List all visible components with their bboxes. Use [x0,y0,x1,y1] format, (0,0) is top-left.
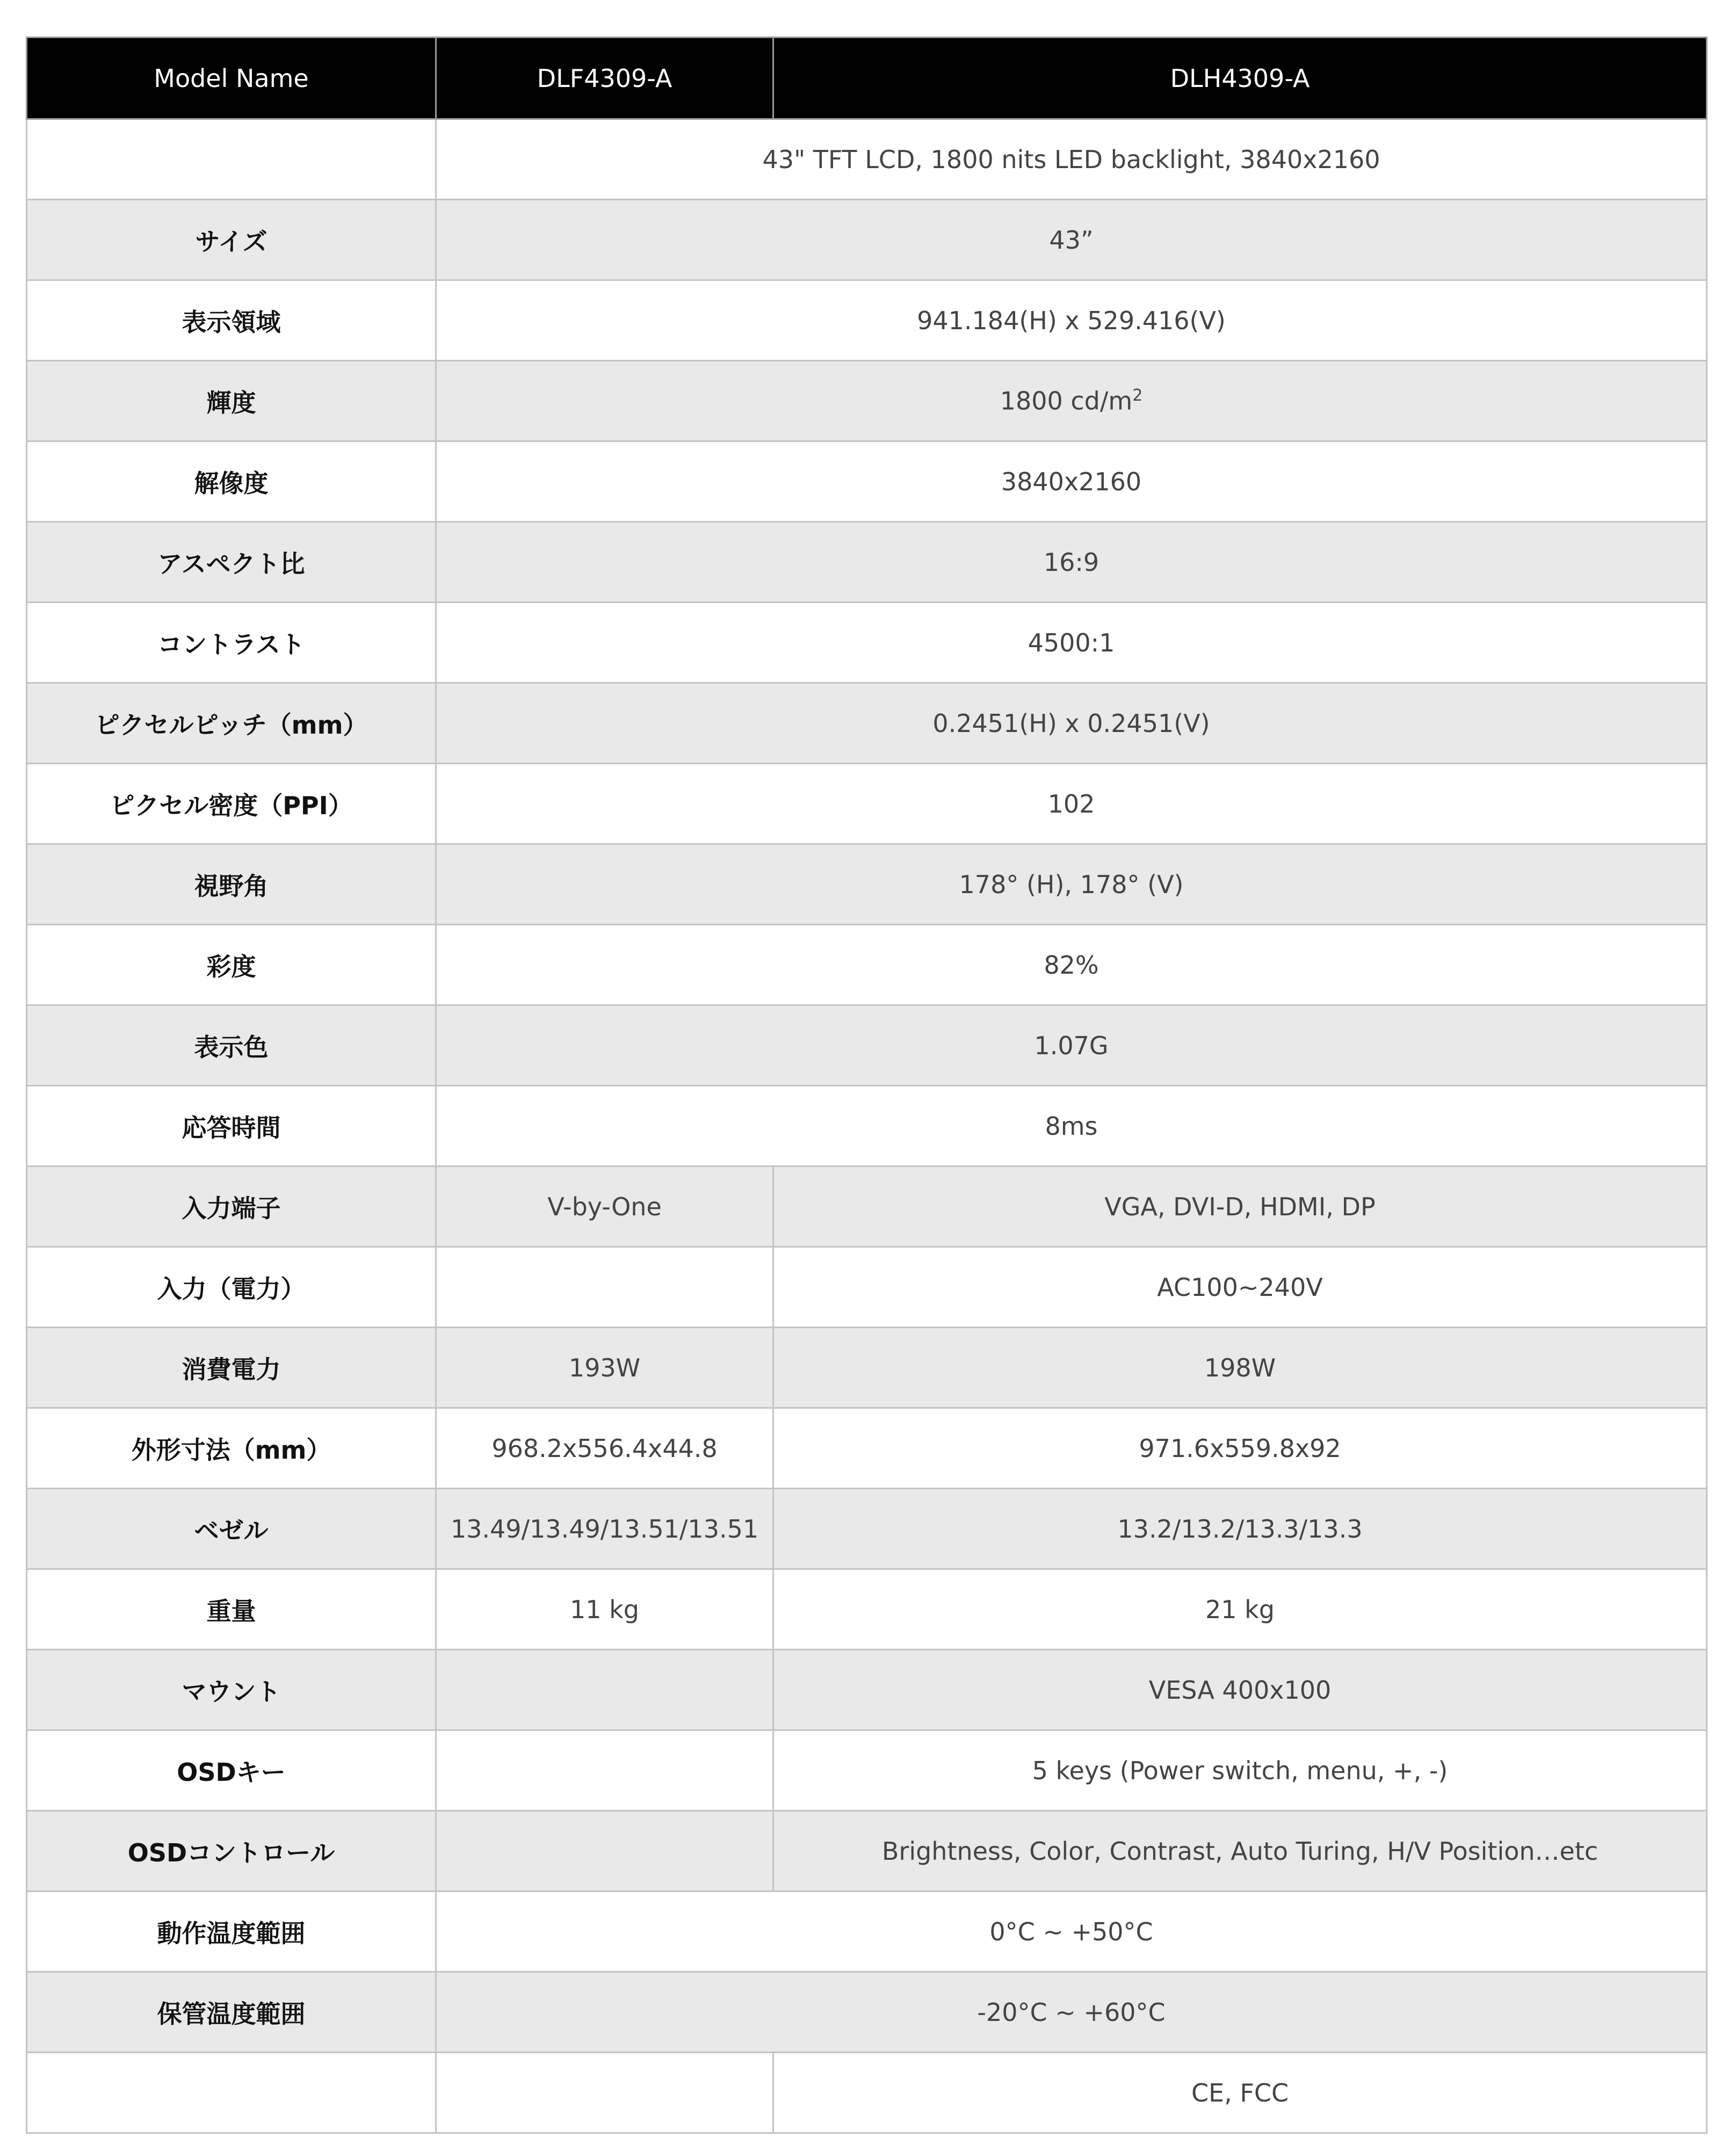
row-value-dlh: VESA 400x100 [773,1650,1707,1730]
row-value-dlf: 13.49/13.49/13.51/13.51 [436,1489,773,1569]
table-row [27,844,1707,925]
row-label: 視野角 [27,844,436,925]
row-value: 941.184(H) x 529.416(V) [436,280,1707,361]
table-row [27,1489,1707,1569]
table-row [27,1811,1707,1892]
row-value: 43” [436,200,1707,280]
row-value-superscript: 2 [1132,386,1143,405]
table-row [27,441,1707,522]
row-value-text: 1800 cd/m [1000,386,1133,416]
row-label: 輝度 [27,361,436,441]
table-row [27,119,1707,200]
row-label: マウント [27,1650,436,1730]
row-value-dlf: 11 kg [436,1569,773,1650]
table-row [27,1166,1707,1247]
row-value: 43" TFT LCD, 1800 nits LED backlight, 3840x2160 [436,119,1707,200]
row-value: 82% [436,925,1707,1005]
row-label: 重量 [27,1569,436,1650]
row-value-dlf [436,1730,773,1811]
row-label: OSDコントロール [27,1811,436,1892]
row-value-dlf: 968.2x556.4x44.8 [436,1408,773,1489]
header-dlf4309a: DLF4309-A [436,38,773,119]
row-value-dlh: 198W [773,1328,1707,1408]
table-row [27,280,1707,361]
row-label: 保管温度範囲 [27,1972,436,2053]
table-row [27,1730,1707,1811]
spec-table [26,37,1708,2134]
row-value-dlf: 193W [436,1328,773,1408]
row-label: 消費電力 [27,1328,436,1408]
row-value-dlh: CE, FCC [773,2053,1707,2133]
row-label [27,119,436,200]
row-value: 8ms [436,1086,1707,1166]
table-row [27,1569,1707,1650]
row-label: コントラスト [27,603,436,683]
row-value: 1.07G [436,1005,1707,1086]
row-label: 表示領域 [27,280,436,361]
table-row [27,2053,1707,2133]
row-label: 入力（電力） [27,1247,436,1328]
table-row [27,603,1707,683]
row-value-dlf: V-by-One [436,1166,773,1247]
row-value: 16:9 [436,522,1707,603]
table-row [27,361,1707,441]
row-label: 彩度 [27,925,436,1005]
row-value-dlf [436,1247,773,1328]
row-value: 102 [436,764,1707,844]
table-row [27,200,1707,280]
row-value: 4500:1 [436,603,1707,683]
row-label: ピクセル密度（PPI） [27,764,436,844]
row-label: ベゼル [27,1489,436,1569]
row-value: 0°C ~ +50°C [436,1892,1707,1972]
table-row [27,1005,1707,1086]
row-label: 入力端子 [27,1166,436,1247]
table-row [27,1972,1707,2053]
row-label: サイズ [27,200,436,280]
row-value-dlh: VGA, DVI-D, HDMI, DP [773,1166,1707,1247]
table-row [27,683,1707,764]
table-row [27,764,1707,844]
row-label [27,2053,436,2133]
table-row [27,1328,1707,1408]
row-value-dlh: 971.6x559.8x92 [773,1408,1707,1489]
row-value [436,361,1707,441]
row-value-dlf [436,1811,773,1892]
row-value-dlh: 21 kg [773,1569,1707,1650]
row-value: -20°C ~ +60°C [436,1972,1707,2053]
header-model-name: Model Name [27,38,436,119]
row-label: 外形寸法（mm） [27,1408,436,1489]
table-row [27,925,1707,1005]
row-value-dlh: 5 keys (Power switch, menu, +, -) [773,1730,1707,1811]
row-label: 動作温度範囲 [27,1892,436,1972]
header-row [27,38,1707,119]
row-value-dlh: AC100~240V [773,1247,1707,1328]
table-row [27,1650,1707,1730]
row-label: 解像度 [27,441,436,522]
table-row [27,522,1707,603]
row-value-dlh: Brightness, Color, Contrast, Auto Turing, H/V Position…etc [773,1811,1707,1892]
row-value-dlh: 13.2/13.2/13.3/13.3 [773,1489,1707,1569]
row-label: OSDキー [27,1730,436,1811]
row-value-dlf [436,1650,773,1730]
header-dlh4309a: DLH4309-A [773,38,1707,119]
row-label: ピクセルピッチ（mm） [27,683,436,764]
row-value: 178° (H), 178° (V) [436,844,1707,925]
row-value: 0.2451(H) x 0.2451(V) [436,683,1707,764]
row-label: 表示色 [27,1005,436,1086]
table-row [27,1247,1707,1328]
table-row [27,1892,1707,1972]
row-label: アスペクト比 [27,522,436,603]
row-label: 応答時間 [27,1086,436,1166]
table-row [27,1408,1707,1489]
row-value: 3840x2160 [436,441,1707,522]
row-value-dlf [436,2053,773,2133]
table-row [27,1086,1707,1166]
